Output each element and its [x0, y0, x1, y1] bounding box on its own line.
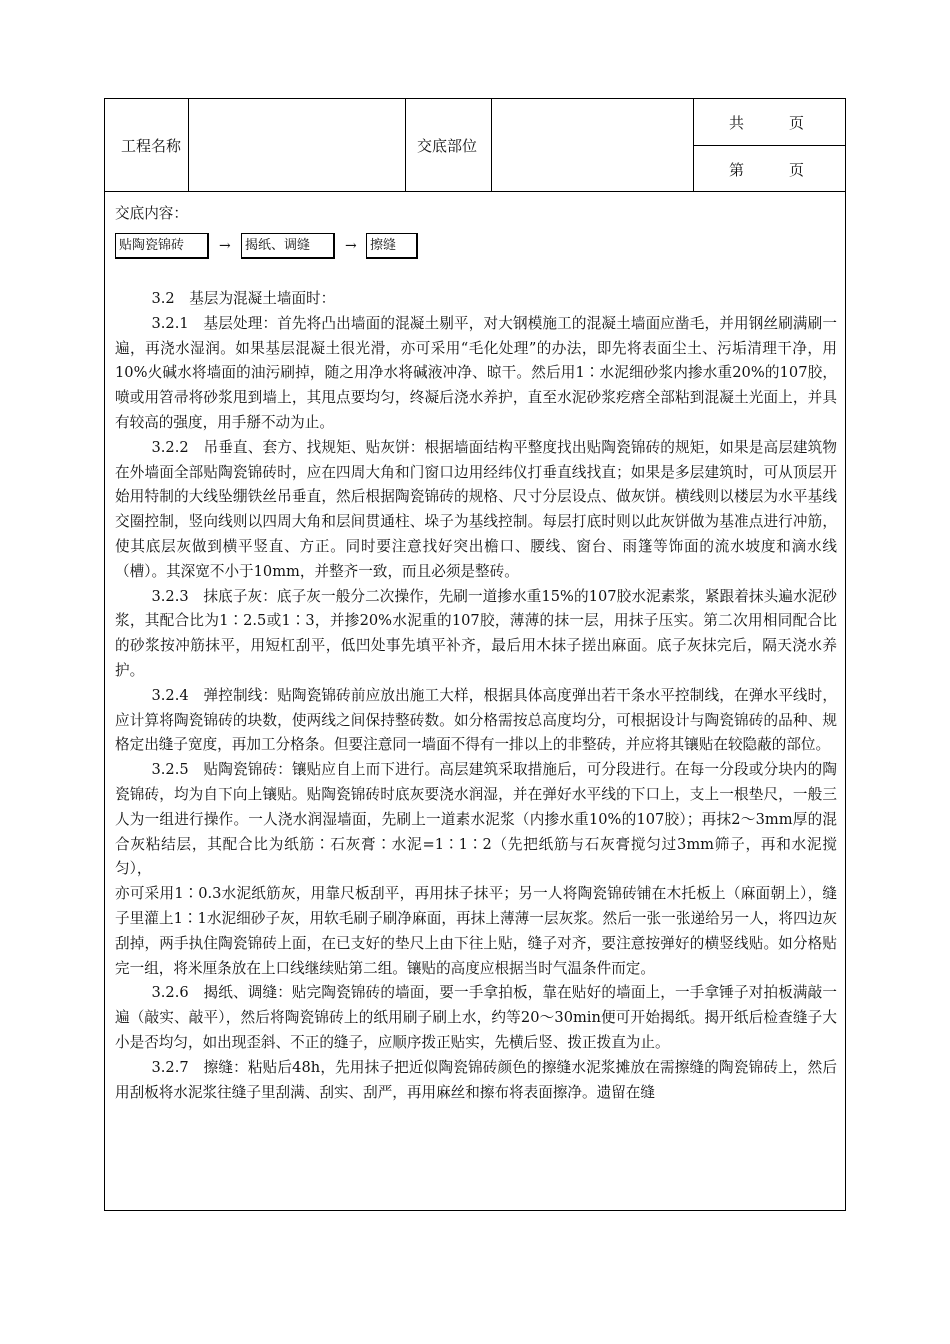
header-divider: [491, 99, 492, 191]
content-label: 交底内容：: [115, 205, 188, 222]
disclosure-form: [104, 98, 846, 1211]
flow-arrow-icon: →: [345, 238, 357, 254]
paragraph: 3.2.7 擦缝：粘贴后48h，先用抹子把近似陶瓷锦砖颜色的擦缝水泥浆摊放在需擦缝的陶瓷锦砖上，然后用刮板将水泥浆往缝子里刮满、刮实、刮严，再用麻丝和擦布将表面擦净。遗留在缝: [115, 1058, 837, 1101]
disclosure-content: [115, 203, 837, 1105]
total-pages-label: 共 页: [729, 114, 805, 132]
flow-arrow-icon: →: [219, 238, 231, 254]
paragraph: 亦可采用1∶0.3水泥纸筋灰，用靠尺板刮平，再用抹子抹平；另一人将陶瓷锦砖铺在木托板上（麻面朝上），缝子里灌上1∶1水泥细砂子灰，用软毛刷子刷净麻面，再抹上薄薄一层灰浆。然后一张一张递给另一人，将四边灰刮掉，两手执住陶瓷锦砖上面，在已支好的垫尺上由下往上贴，缝子对齐，要注意按弹好的横竖线贴。如分格贴完一组，将米厘条放在上口线继续贴第二组。镶贴的高度应根据当时气温条件而定。: [115, 885, 837, 977]
paragraph: 3.2.6 揭纸、调缝：贴完陶瓷锦砖的墙面，要一手拿拍板，靠在贴好的墙面上，一手拿锤子对拍板满敲一遍（敲实、敲平），然后将陶瓷锦砖上的纸用刷子刷上水，约等20～30min便可开始揭纸。揭开纸后检查缝子大小是否均匀，如出现歪斜、不正的缝子，应顺序拨正贴实，先横后竖、拨正拨直为止。: [115, 984, 837, 1051]
header-divider: [693, 145, 845, 146]
form-header: [105, 99, 845, 192]
flow-step-paper-removal: 揭纸、调缝: [241, 233, 335, 259]
header-divider: [188, 99, 189, 191]
paragraph: 3.2.5 贴陶瓷锦砖：镶贴应自上而下进行。高层建筑采取措施后，可分段进行。在每一分段或分块内的陶瓷锦砖，均为自下向上镶贴。贴陶瓷锦砖时底灰要浇水润湿，并在弹好水平线的下口上，支上一根垫尺，一般三人为一组进行操作。一人浇水润湿墙面，先刷上一道素水泥浆（内掺水重10%的107胶）；再抹2～3mm厚的混合灰粘结层，其配合比为纸筋∶石灰膏∶水泥=1∶1∶2（先把纸筋与石灰膏搅匀过3mm筛子，再和水泥搅匀），: [115, 761, 837, 878]
header-divider: [405, 99, 406, 191]
paragraph: 3.2.4 弹控制线：贴陶瓷锦砖前应放出施工大样，根据具体高度弹出若干条水平控制线，在弹水平线时，应计算将陶瓷锦砖的块数，使两线之间保持整砖数。如分格需按总高度均分，可根据设计与陶瓷锦砖的品种、规格定出缝子宽度，再加工分格条。但要注意同一墙面不得有一排以上的非整砖，并应将其镶贴在较隐蔽的部位。: [115, 686, 837, 754]
page-number-label: 第 页: [729, 161, 805, 179]
paragraph: 3.2.1 基层处理：首先将凸出墙面的混凝土剔平，对大钢模施工的混凝土墙面应凿毛，并用钢丝刷满刷一遍，再浇水湿润。如果基层混凝土很光滑，亦可采用“毛化处理”的办法，即先将表面尘土、污垢清理干净，用10%火碱水将墙面的油污刷掉，随之用净水将碱液冲净、晾干。然后用1∶水泥细砂浆内掺水重20%的107胶，喷或用笤帚将砂浆甩到墙上，其甩点要均匀，终凝后浇水养护，直至水泥砂浆疙瘩全部粘到混凝土光面上，并具有较高的强度，用手掰不动为止。: [115, 314, 837, 431]
project-name-label: 工程名称: [121, 137, 182, 155]
content-body: [115, 287, 837, 1105]
paragraph: 3.2.2 吊垂直、套方、找规矩、贴灰饼：根据墙面结构平整度找出贴陶瓷锦砖的规矩，如果是高层建筑物在外墙面全部贴陶瓷锦砖时，应在四周大角和门窗口边用经纬仪打垂直线找直；如果是多层建筑时，可从顶层开始用特制的大线坠绷铁丝吊垂直，然后根据陶瓷锦砖的规格、尺寸分层设点、做灰饼。横线则以楼层为水平基线交圈控制，竖向线则以四周大角和层间贯通柱、垛子为基线控制。每层打底时则以此灰饼做为基准点进行冲筋，使其底层灰做到横平竖直、方正。同时要注意找好突出檐口、腰线、窗台、雨篷等饰面的流水坡度和滴水线（槽）。其深宽不小于10mm，并整齐一致，而且必须是整砖。: [115, 438, 837, 580]
flow-step-grouting: 擦缝: [366, 233, 418, 259]
location-label: 交底部位: [417, 137, 478, 155]
process-flow: [115, 233, 837, 263]
flow-step-tile-pasting: 贴陶瓷锦砖: [115, 233, 209, 259]
section-heading: 3.2 基层为混凝土墙面时：: [151, 290, 336, 307]
paragraph: 3.2.3 抹底子灰：底子灰一般分二次操作，先刷一道掺水重15%的107胶水泥素浆，紧跟着抹头遍水泥砂浆，其配合比为1∶2.5或1∶3，并掺20%水泥重的107胶，薄薄的抹一层，用抹子压实。第二次用相同配合比的砂浆按冲筋抹平，用短杠刮平，低凹处事先填平补齐，最后用木抹子搓出麻面。底子灰抹完后，隔天浇水养护。: [115, 587, 837, 679]
